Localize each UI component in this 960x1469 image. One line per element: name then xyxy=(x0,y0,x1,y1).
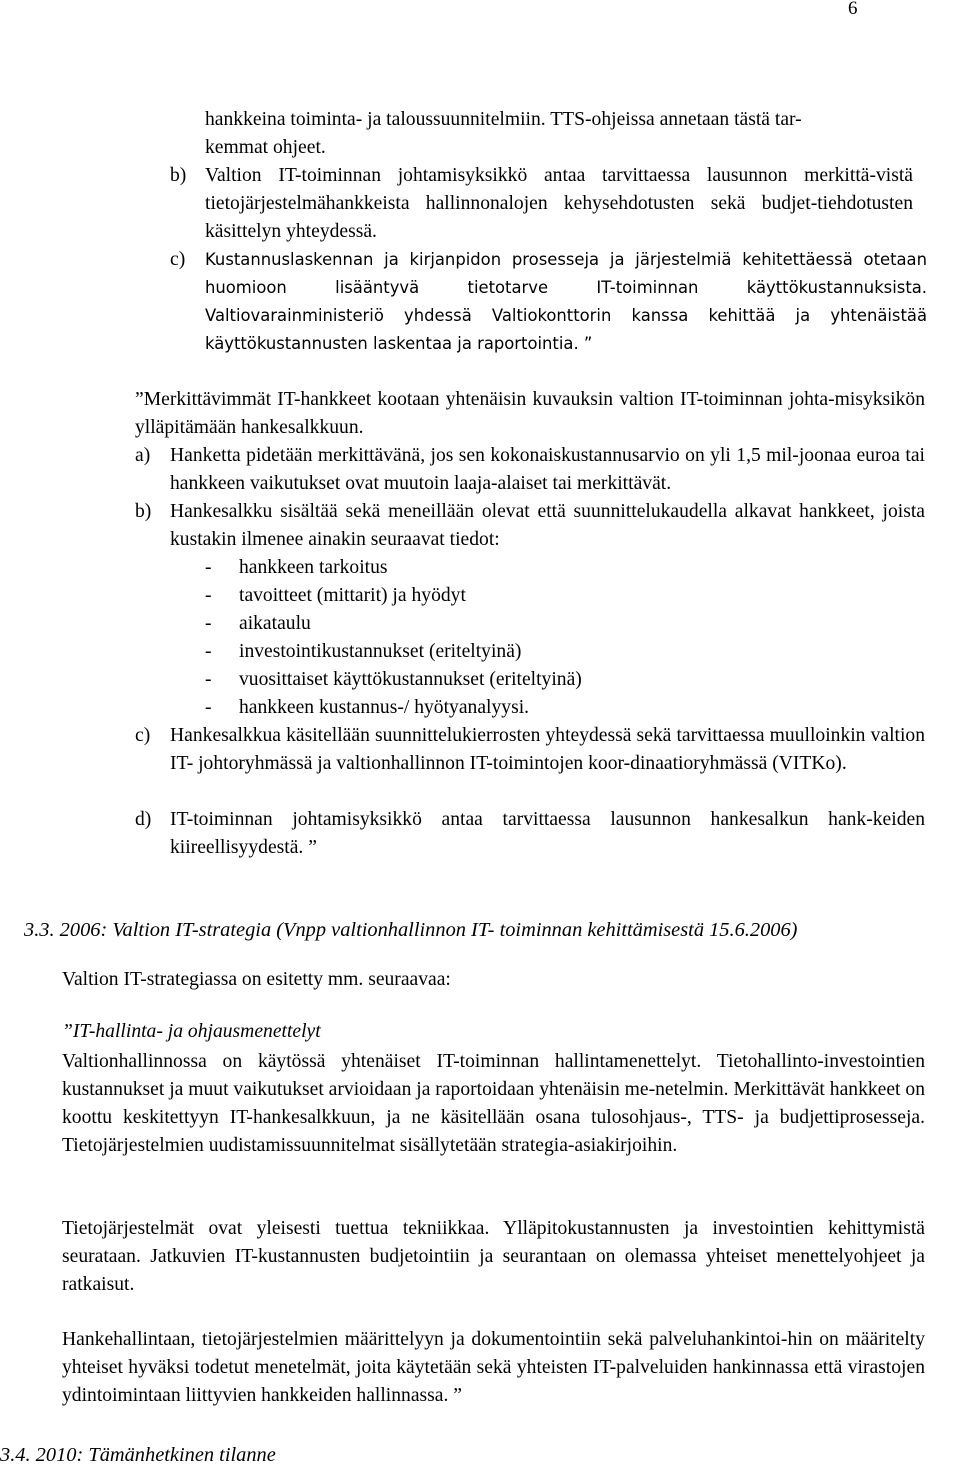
section-3-3-intro: Valtion IT-strategiassa on esitetty mm. seuraavaa: xyxy=(62,969,451,990)
project-item-c-text: Hankesalkkua käsitellään suunnittelukierrosten yhteydessä sekä tarvittaessa muulloinkin valtion IT- johtoryhmässä ja valtionhallinnon IT-toimintojen koor-dinaatioryhmässä (VITKo). xyxy=(170,725,925,774)
bullet-dash: - xyxy=(205,641,212,662)
list-item xyxy=(205,582,582,610)
list-item-b-text: Valtion IT-toiminnan johtamisyksikkö antaa tarvittaessa lausunnon merkittä-vistä tietojärjestelmähankkeista hallinnonalojen kehysehdotusten sekä budjet-tiehdotusten käsittelyn yhteydessä. xyxy=(205,165,913,242)
list-item-text: hankkeen tarkoitus xyxy=(239,557,388,578)
project-marker-b: b) xyxy=(135,501,152,522)
bullet-dash: - xyxy=(205,613,212,634)
project-intro: ”Merkittävimmät IT-hankkeet kootaan yhtenäisin kuvauksin valtion IT-toiminnan johta-misyksikön ylläpitämään hankesalkkuun. xyxy=(135,389,925,438)
bullet-dash: - xyxy=(205,669,212,690)
section-heading-3-4: 3.4. 2010: Tämänhetkinen tilanne xyxy=(0,1444,276,1466)
list-item-c-text: Kustannuslaskennan ja kirjanpidon prosesseja ja järjestelmiä kehitettäessä otetaan huomioon lisääntyvä tietotarve IT-toiminnan käyttökustannuksista. Valtiovarainministeriö yhdessä Valtiokonttorin kanssa kehittää ja yhtenäistää käyttökustannusten laskentaa ja raportointia. ” xyxy=(205,250,927,353)
project-item-b-text: Hankesalkku sisältää sekä meneillään olevat että suunnittelukaudella alkavat hankkeet, joista kustakin ilmenee ainakin seuraavat tiedot: xyxy=(170,501,925,550)
section-3-3-paragraph-1: Valtionhallinnossa on käytössä yhtenäiset IT-toiminnan hallintamenettelyt. Tietohallinto-investointien kustannukset ja muut vaikutukset arvioidaan ja raportoidaan yhtenäisin me-netelmin. Merkittävät hankkeet on koottu keskitettyyn IT-hankesalkkuun, ja ne käsitellään osana tulosohjaus-, TTS- ja budjettiprosesseja. Tietojärjestelmien uudistamissuunnitelmat sisällytetään strategia-asiakirjoihin. xyxy=(62,1051,925,1156)
list-marker-b: b) xyxy=(170,165,187,186)
project-item-a-text: Hanketta pidetään merkittävänä, jos sen kokonaiskustannusarvio on yli 1,5 mil-joonaa euroa tai hankkeen vaikutukset ovat muutoin laaja-alaiset tai merkittävät. xyxy=(170,445,925,494)
bullet-dash: - xyxy=(205,585,212,606)
project-marker-c: c) xyxy=(135,725,151,746)
section-3-3-subheading: ”IT-hallinta- ja ohjausmenettelyt xyxy=(62,1021,321,1042)
list-item-text: hankkeen kustannus-/ hyötyanalyysi. xyxy=(239,697,530,718)
list-item xyxy=(205,638,582,666)
section-3-3-paragraph-3: Hankehallintaan, tietojärjestelmien määrittelyyn ja dokumentointiin sekä palveluhankintoi-hin on määritelty yhteiset hyväksi todetut menetelmät, joita käytetään sekä yhteisten IT-palveluiden hankinnassa että virastojen ydintoimintaan liittyvien hankkeiden hallinnassa. ” xyxy=(62,1329,925,1406)
list-item-text: investointikustannukset (eriteltyinä) xyxy=(239,641,522,662)
list-item xyxy=(205,554,582,582)
list-marker-c: c) xyxy=(170,249,186,270)
paragraph-continuation-line-1: hankkeina toiminta- ja taloussuunnitelmiin. TTS-ohjeissa annetaan tästä tar- xyxy=(205,109,802,130)
project-item-d-text: IT-toiminnan johtamisyksikkö antaa tarvittaessa lausunnon hankesalkun hank-keiden kiireellisyydestä. ” xyxy=(170,809,925,858)
project-marker-d: d) xyxy=(135,809,152,830)
project-marker-a: a) xyxy=(135,445,151,466)
project-info-list xyxy=(205,554,582,722)
list-item xyxy=(205,610,582,638)
bullet-dash: - xyxy=(205,557,212,578)
page-number: 6 xyxy=(848,0,858,19)
list-item-text: aikataulu xyxy=(239,613,311,634)
list-item-text: tavoitteet (mittarit) ja hyödyt xyxy=(239,585,466,606)
bullet-dash: - xyxy=(205,697,212,718)
section-3-3-paragraph-2: Tietojärjestelmät ovat yleisesti tuettua tekniikkaa. Ylläpitokustannusten ja investointien kehittymistä seurataan. Jatkuvien IT-kustannusten budjetointiin ja seurantaan on olemassa yhteiset menettelyohjeet ja ratkaisut. xyxy=(62,1218,925,1295)
list-item xyxy=(205,694,582,722)
list-item-text: vuosittaiset käyttökustannukset (eriteltyinä) xyxy=(239,669,582,690)
section-heading-3-3: 3.3. 2006: Valtion IT-strategia (Vnpp valtionhallinnon IT- toiminnan kehittämisestä 15.6.2006) xyxy=(24,919,798,941)
paragraph-continuation-line-2: kemmat ohjeet. xyxy=(205,137,326,158)
list-item xyxy=(205,666,582,694)
